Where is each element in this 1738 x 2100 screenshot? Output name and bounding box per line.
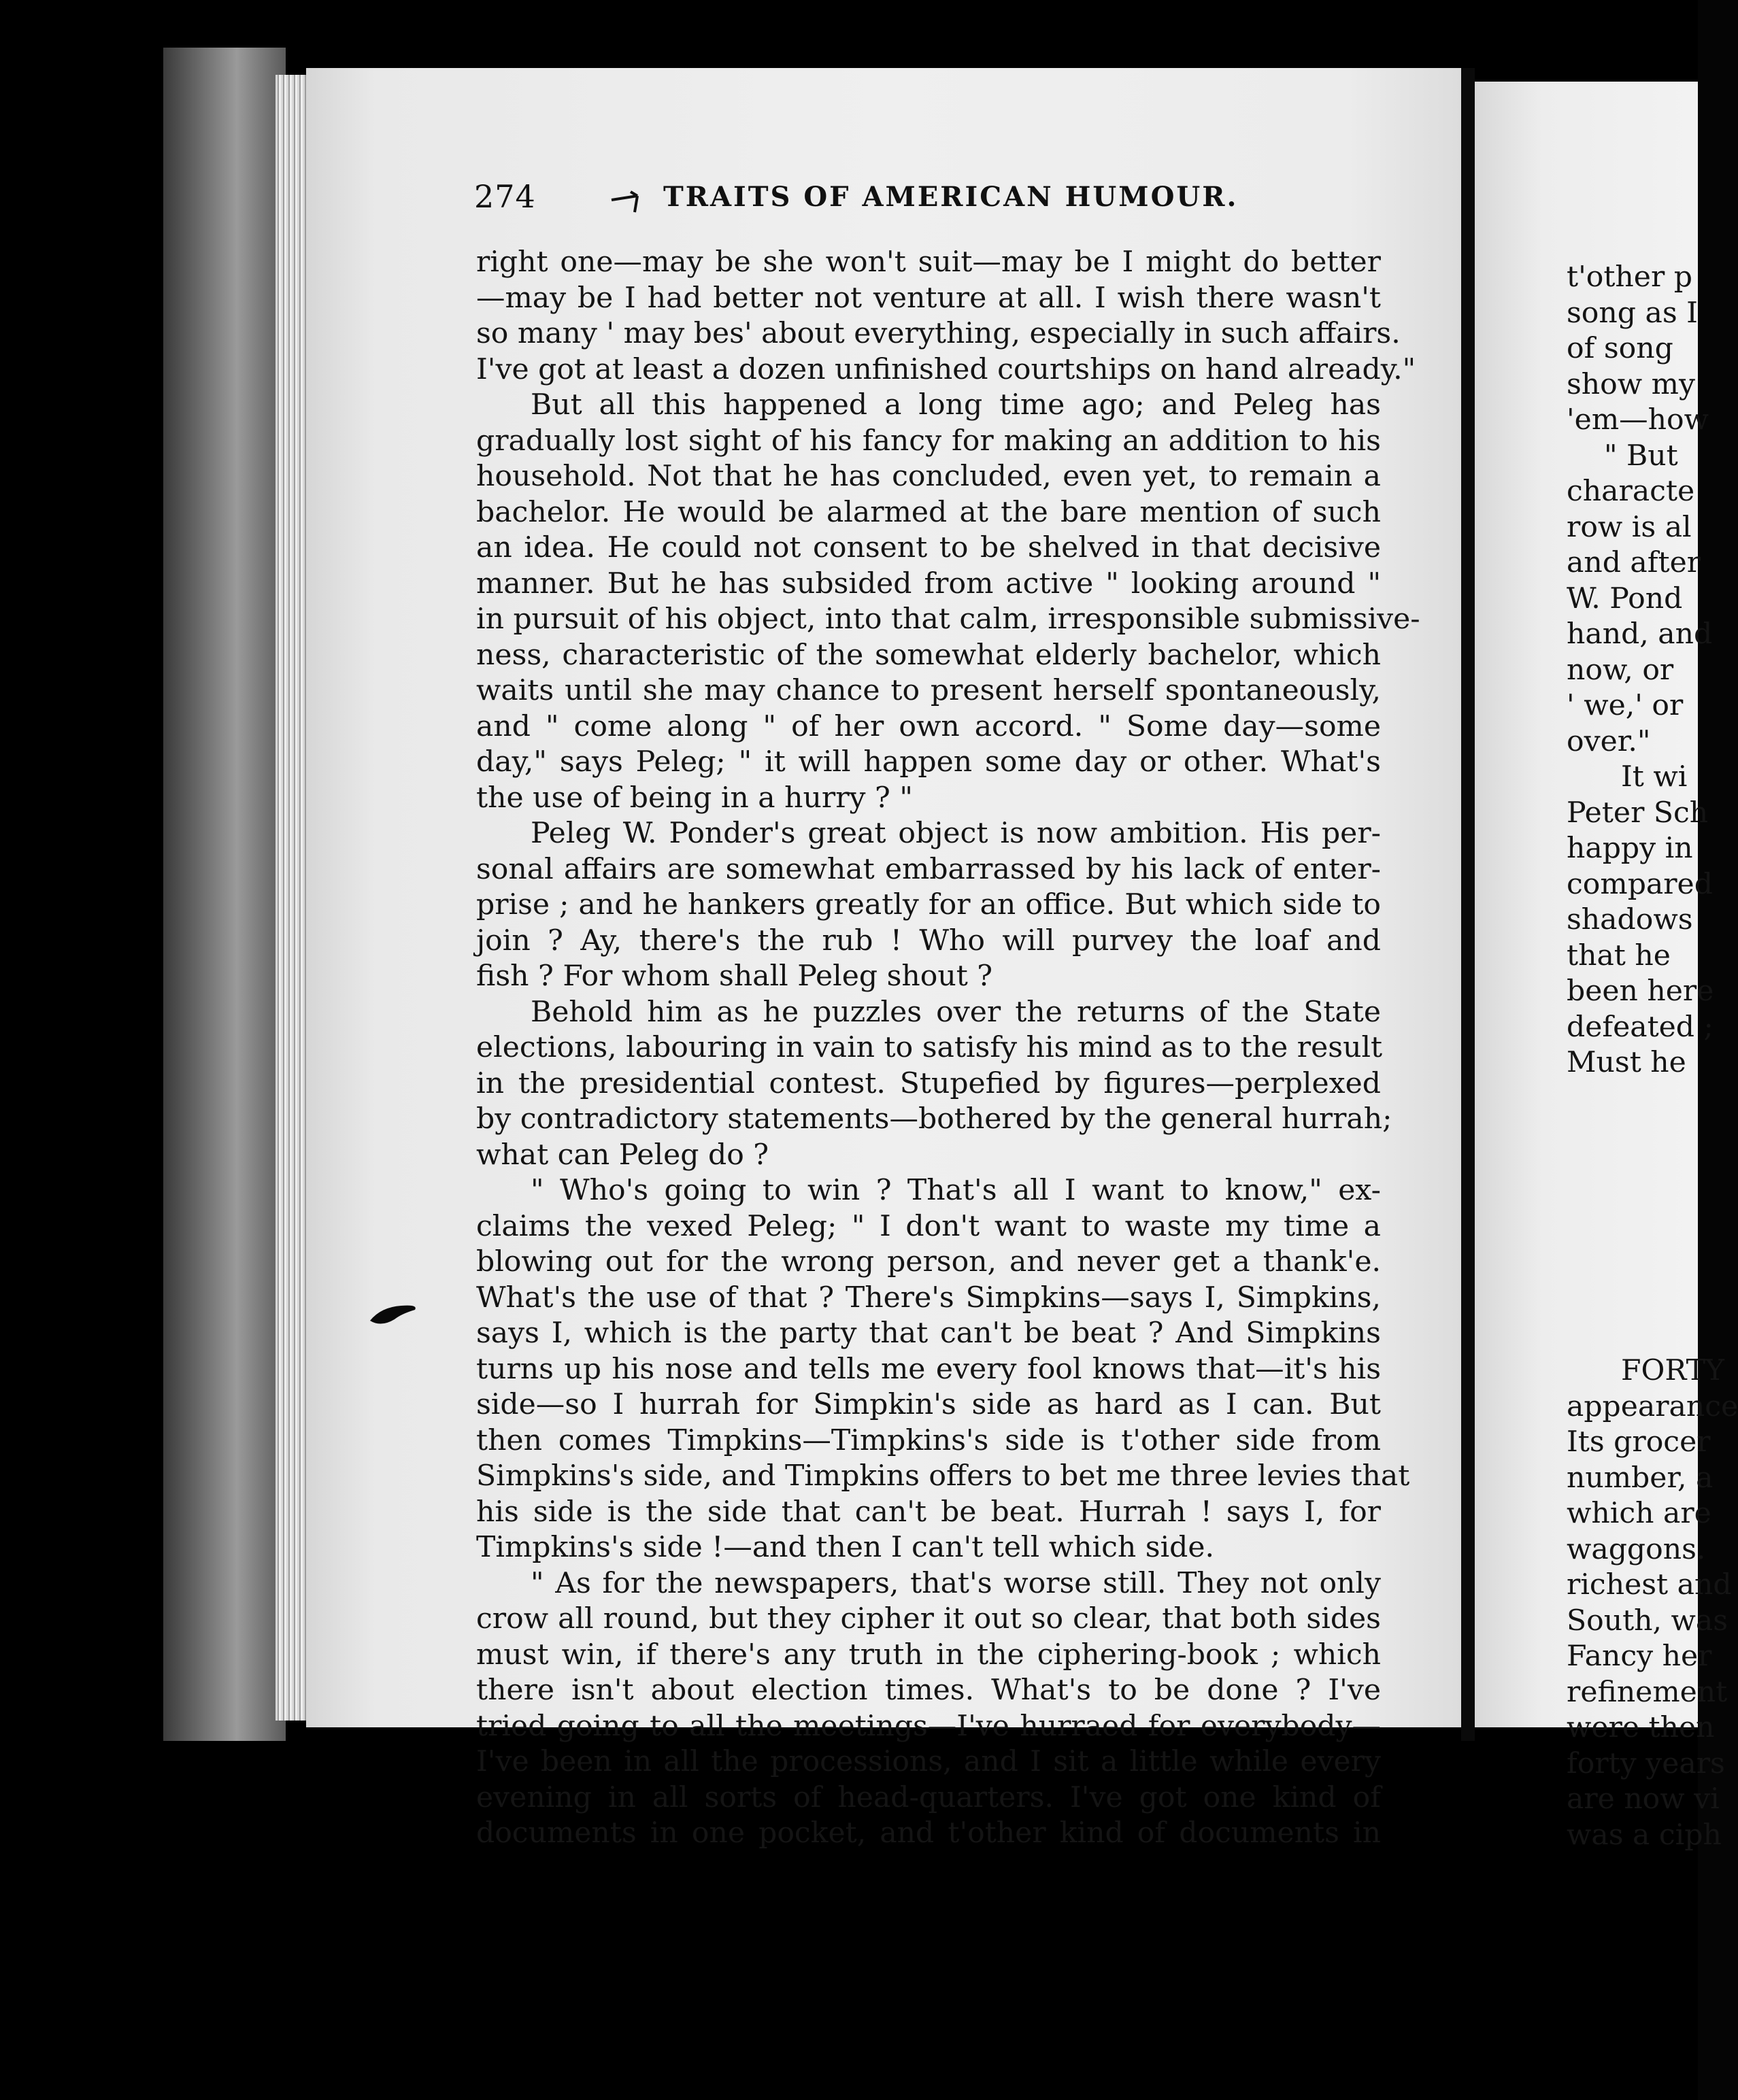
page-header <box>474 178 1379 219</box>
page-edges <box>275 75 310 1721</box>
text-line: are now vi <box>1567 1782 1720 1816</box>
text-line: Simpkins's side, and Timpkins offers to bet me three levies that <box>476 1459 1410 1493</box>
pencil-mark-icon <box>610 186 658 214</box>
text-line: of song <box>1567 332 1673 365</box>
text-line: hand, and <box>1567 617 1713 651</box>
text-line: prise ; and he hankers greatly for an office. But which side to <box>476 888 1381 921</box>
text-line: his side is the side that can't be beat. Hurrah ! says I, for <box>476 1495 1381 1529</box>
text-line: there isn't about election times. What's to be done ? I've <box>476 1674 1381 1707</box>
text-line: now, or <box>1567 653 1674 687</box>
text-line: was a ciph <box>1567 1818 1722 1852</box>
text-line: been here <box>1567 975 1714 1008</box>
text-line: I've been in all the processions, and I sit a little while every <box>476 1745 1381 1778</box>
text-line: day," says Peleg; " it will happen some day or other. What's <box>476 745 1381 779</box>
text-line: number, a <box>1567 1461 1714 1495</box>
running-title: TRAITS OF AMERICAN HUMOUR. <box>663 181 1239 213</box>
text-line: W. Pond <box>1567 581 1683 615</box>
left-page-body <box>476 245 1420 1852</box>
text-line: ness, characteristic of the somewhat elderly bachelor, which <box>476 638 1381 672</box>
text-line: manner. But he has subsided from active " looking around " <box>476 566 1381 600</box>
text-line: " Who's going to win ? That's all I want to know," ex- <box>531 1174 1381 1207</box>
text-line: documents in one pocket, and t'other kind of documents in <box>476 1816 1381 1850</box>
ink-blot-icon <box>367 1300 422 1327</box>
text-line: gradually lost sight of his fancy for making an addition to his <box>476 424 1381 458</box>
text-line: and after <box>1567 546 1701 579</box>
text-line: show my <box>1567 367 1695 401</box>
text-line: side—so I hurrah for Simpkin's side as hard as I can. But <box>476 1388 1381 1421</box>
text-line: must win, if there's any truth in the ciphering-book ; which <box>476 1638 1381 1672</box>
text-line: Fancy her <box>1567 1640 1712 1673</box>
text-line: then comes Timpkins—Timpkins's side is t'other side from <box>476 1423 1381 1457</box>
right-page-fragment-bottom <box>1567 1353 1738 1853</box>
text-line: which are <box>1567 1497 1711 1530</box>
text-line: " But <box>1604 439 1678 473</box>
text-line: ' we,' or <box>1567 689 1684 722</box>
text-line: right one—may be she won't suit—may be I might do better <box>476 245 1381 279</box>
text-line: Peter Sch <box>1567 796 1709 830</box>
text-line: blowing out for the wrong person, and never get a thank'e. <box>476 1245 1381 1278</box>
text-line: an idea. He could not consent to be shelved in that decisive <box>476 531 1381 564</box>
text-line: It wi <box>1621 760 1688 794</box>
text-line: evening in all sorts of head-quarters. I've got one kind of <box>476 1780 1381 1814</box>
text-line: bachelor. He would be alarmed at the bare mention of such <box>476 495 1381 529</box>
text-line: that he <box>1567 938 1671 972</box>
text-line: Must he <box>1567 1046 1686 1079</box>
text-line: song as I <box>1567 296 1698 330</box>
text-line: were then <box>1567 1711 1715 1744</box>
text-line: what can Peleg do ? <box>476 1138 769 1172</box>
text-line: refinement <box>1567 1675 1728 1709</box>
text-line: shadows <box>1567 903 1693 936</box>
book-spine <box>163 48 286 1741</box>
text-line: over." <box>1567 724 1651 758</box>
text-line: so many ' may bes' about everything, especially in such affairs. <box>476 317 1401 350</box>
text-line: appearance <box>1567 1389 1738 1423</box>
text-line: characte <box>1567 475 1695 508</box>
text-line: happy in <box>1567 832 1693 865</box>
text-line: the use of being in a hurry ? " <box>476 781 913 815</box>
text-line: in the presidential contest. Stupefied by figures—perplexed <box>476 1066 1381 1100</box>
text-line: tried going to all the meetings—I've hurraed for everybody— <box>476 1709 1381 1743</box>
text-line: South, was <box>1567 1604 1728 1638</box>
text-line: sonal affairs are somewhat embarrassed by his lack of enter- <box>476 852 1381 886</box>
text-line: waits until she may chance to present herself spontaneously, <box>476 674 1381 707</box>
text-line: by contradictory statements—bothered by the general hurrah; <box>476 1102 1392 1136</box>
text-line: household. Not that he has concluded, even yet, to remain a <box>476 460 1381 493</box>
text-line: says I, which is the party that can't be beat ? And Simpkins <box>476 1317 1381 1350</box>
text-line: elections, labouring in vain to satisfy his mind as to the result <box>476 1031 1383 1064</box>
text-line: 'em—how <box>1567 403 1709 437</box>
text-line: compared <box>1567 867 1713 901</box>
right-page-fragment-top <box>1567 260 1714 1081</box>
text-line: claims the vexed Peleg; " I don't want to waste my time a <box>476 1209 1381 1243</box>
text-line: and " come along " of her own accord. " Some day—some <box>476 709 1381 743</box>
text-line: Peleg W. Ponder's great object is now ambition. His per- <box>531 817 1381 850</box>
text-line: fish ? For whom shall Peleg shout ? <box>476 960 993 993</box>
text-line: in pursuit of his object, into that calm, irresponsible submissive- <box>476 603 1420 636</box>
text-line: waggons. <box>1567 1532 1706 1566</box>
text-line: Its grocer <box>1567 1425 1711 1459</box>
text-line: I've got at least a dozen unfinished courtships on hand already." <box>476 352 1416 386</box>
page-gutter <box>1461 68 1475 1741</box>
text-line: But all this happened a long time ago; and Peleg has <box>531 388 1381 422</box>
text-line: richest and <box>1567 1568 1732 1602</box>
text-line: t'other p <box>1567 260 1692 294</box>
text-line: What's the use of that ? There's Simpkins—says I, Simpkins, <box>476 1281 1381 1315</box>
text-line: forty years <box>1567 1746 1725 1780</box>
text-line: join ? Ay, there's the rub ! Who will purvey the loaf and <box>476 924 1381 958</box>
text-line: " As for the newspapers, that's worse still. They not only <box>531 1566 1381 1600</box>
text-line: row is al <box>1567 510 1692 544</box>
text-line: FORTY <box>1621 1354 1724 1387</box>
text-line: crow all round, but they cipher it out so clear, that both sides <box>476 1602 1381 1636</box>
text-line: Behold him as he puzzles over the returns of the State <box>531 995 1381 1029</box>
text-line: turns up his nose and tells me every fool knows that—it's his <box>476 1352 1381 1386</box>
text-line: defeated ; <box>1567 1010 1714 1044</box>
text-line: —may be I had better not venture at all. I wish there wasn't <box>476 281 1381 315</box>
page-number: 274 <box>474 178 536 215</box>
text-line: Timpkins's side !—and then I can't tell which side. <box>476 1531 1215 1564</box>
